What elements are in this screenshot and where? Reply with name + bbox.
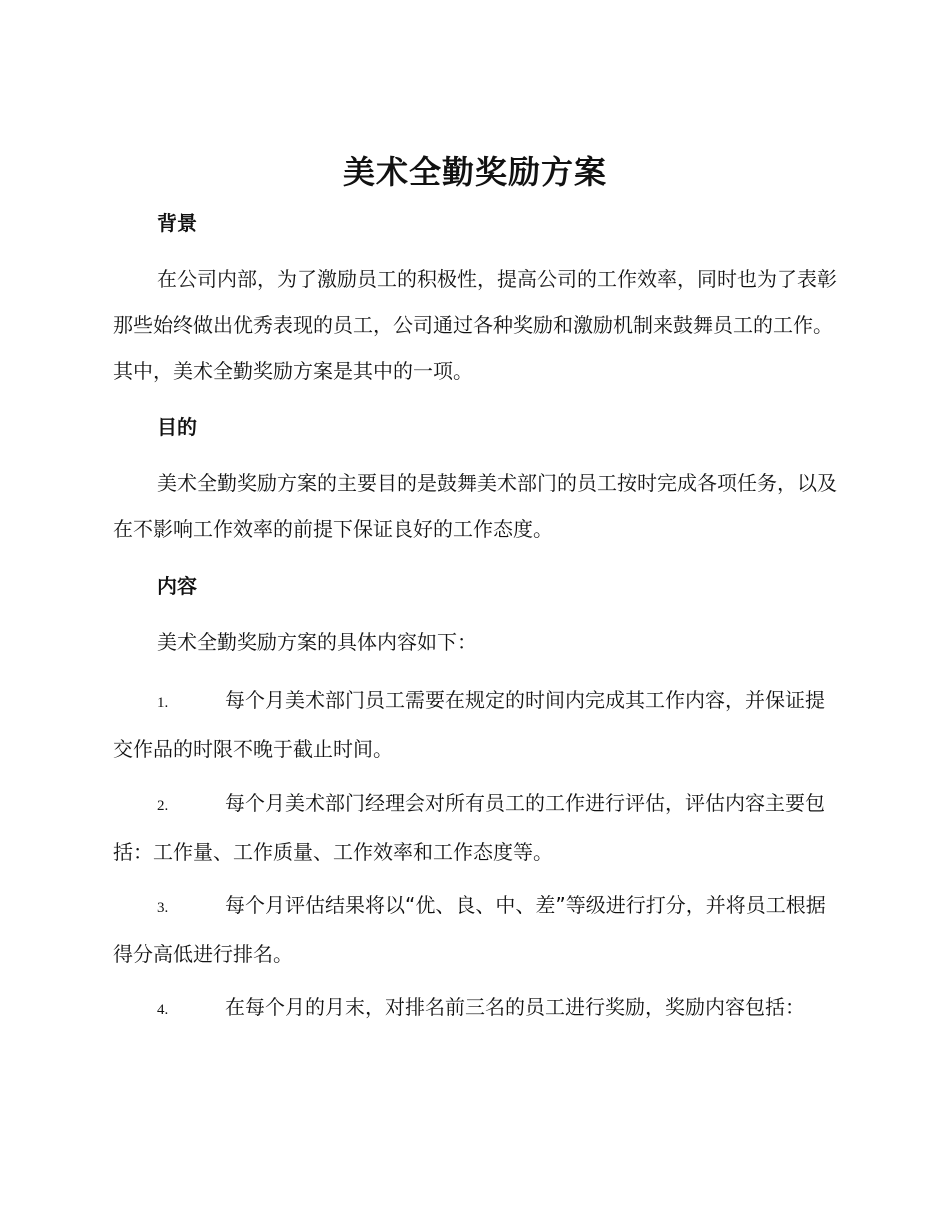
list-item-number: 4. [157, 1002, 169, 1018]
list-item [113, 984, 838, 1033]
list-item-text: 在每个月的月末，对排名前三名的员工进行奖励，奖励内容包括： [225, 995, 805, 1019]
document-title: 美术全勤奖励方案 [342, 153, 607, 191]
list-item-number: 2. [157, 798, 169, 814]
list-item-text: 每个月美术部门员工需要在规定的时间内完成其工作内容，并保证提交作品的时限不晚于截止时间。 [113, 688, 825, 761]
list-item [113, 780, 838, 875]
list-item [113, 677, 838, 772]
section-heading-purpose: 目的 [157, 415, 197, 439]
list-item-number: 1. [157, 695, 169, 711]
list-item-text: 每个月美术部门经理会对所有员工的工作进行评估，评估内容主要包括：工作量、工作质量、工作效率和工作态度等。 [113, 791, 825, 864]
purpose-paragraph: 美术全勤奖励方案的主要目的是鼓舞美术部门的员工按时完成各项任务，以及在不影响工作效率的前提下保证良好的工作态度。 [113, 471, 837, 541]
list-item-text: 每个月评估结果将以“优、良、中、差”等级进行打分，并将员工根据得分高低进行排名。 [113, 893, 826, 966]
section-heading-background: 背景 [157, 211, 197, 235]
background-paragraph: 在公司内部，为了激励员工的积极性，提高公司的工作效率，同时也为了表彰那些始终做出优秀表现的员工，公司通过各种奖励和激励机制来鼓舞员工的工作。其中，美术全勤奖励方案是其中的一项。 [113, 267, 837, 383]
content-intro-paragraph: 美术全勤奖励方案的具体内容如下： [157, 630, 477, 654]
list-item [113, 882, 838, 977]
section-heading-content: 内容 [157, 574, 197, 598]
list-item-number: 3. [157, 900, 169, 916]
